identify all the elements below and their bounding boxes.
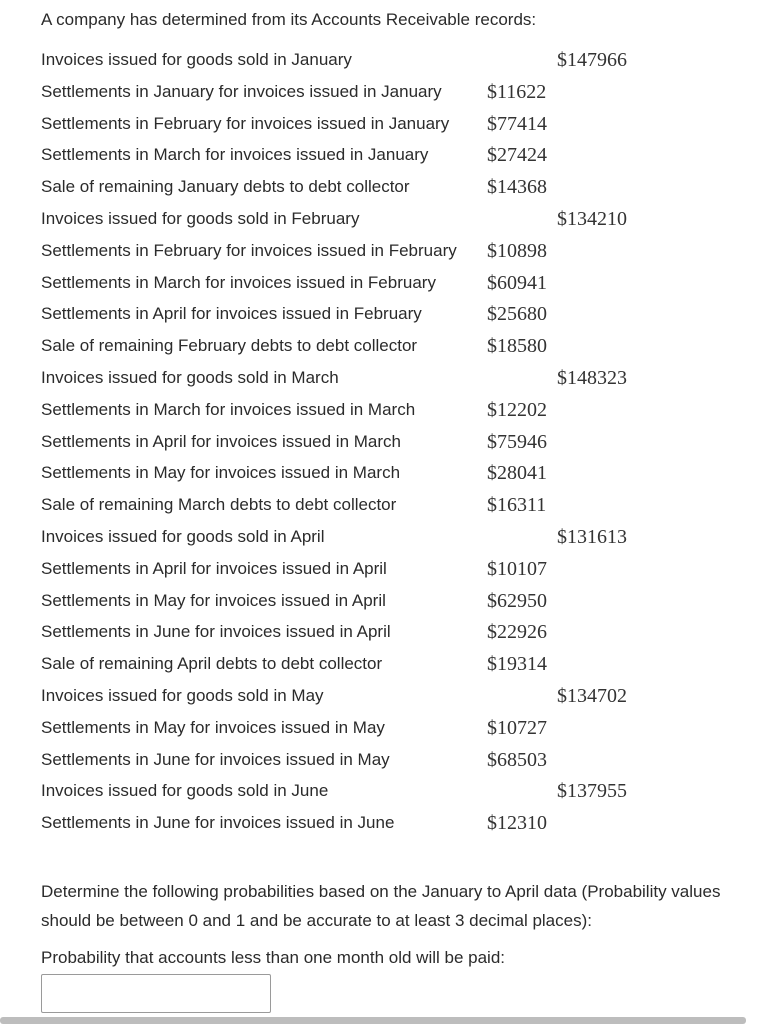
invoice-amount: $134702 (557, 684, 627, 707)
settlement-amount: $62950 (487, 589, 547, 612)
record-label: Settlements in March for invoices issued in January (41, 145, 429, 165)
record-row (41, 299, 781, 331)
record-label: Settlements in April for invoices issued in April (41, 558, 387, 578)
record-label: Settlements in June for invoices issued in April (41, 622, 391, 642)
record-row (41, 554, 781, 586)
record-label: Settlements in April for invoices issued in March (41, 431, 401, 451)
record-label: Sale of remaining January debts to debt collector (41, 177, 410, 197)
answer-prompt: Probability that accounts less than one month old will be paid: (41, 948, 505, 967)
record-row (41, 586, 781, 618)
record-label: Invoices issued for goods sold in April (41, 526, 325, 546)
record-label: Invoices issued for goods sold in May (41, 685, 324, 705)
record-row (41, 745, 781, 777)
record-label: Sale of remaining February debts to debt collector (41, 336, 418, 356)
settlement-amount: $68503 (487, 748, 547, 771)
invoice-amount: $148323 (557, 366, 627, 389)
record-row (41, 808, 781, 840)
records-list (41, 45, 781, 840)
settlement-amount: $27424 (487, 144, 547, 167)
record-label: Settlements in May for invoices issued in May (41, 717, 385, 737)
settlement-amount: $16311 (487, 494, 547, 517)
record-label: Settlements in June for invoices issued in May (41, 749, 390, 769)
record-row (41, 363, 781, 395)
record-row (41, 77, 781, 109)
record-label: Settlements in February for invoices issued in January (41, 113, 450, 133)
record-row (41, 490, 781, 522)
record-label: Settlements in March for invoices issued in March (41, 399, 416, 419)
settlement-amount: $10727 (487, 716, 547, 739)
record-row (41, 681, 781, 713)
settlement-amount: $10898 (487, 239, 547, 262)
invoice-amount: $131613 (557, 525, 627, 548)
settlement-amount: $60941 (487, 271, 547, 294)
settlement-amount: $25680 (487, 303, 547, 326)
record-label: Invoices issued for goods sold in June (41, 781, 329, 801)
record-row (41, 140, 781, 172)
settlement-amount: $14368 (487, 176, 547, 199)
record-label: Settlements in March for invoices issued in February (41, 272, 436, 292)
invoice-amount: $147966 (557, 49, 627, 71)
answer-input[interactable] (41, 974, 271, 1013)
record-row (41, 109, 781, 141)
settlement-amount: $18580 (487, 335, 547, 358)
record-row (41, 236, 781, 268)
record-row (41, 45, 781, 77)
settlement-amount: $77414 (487, 112, 547, 135)
settlement-amount: $10107 (487, 557, 547, 580)
record-row (41, 776, 781, 808)
record-row (41, 395, 781, 427)
settlement-amount: $11622 (487, 80, 547, 103)
record-row (41, 427, 781, 459)
invoice-amount: $134210 (557, 207, 627, 230)
settlement-amount: $75946 (487, 430, 547, 453)
record-label: Settlements in June for invoices issued in June (41, 813, 395, 833)
record-row (41, 522, 781, 554)
question-text: Determine the following probabilities based on the January to April data (Probability values should be between 0 and 1 and be accurate to at least 3 decimal places): (41, 882, 721, 930)
record-row (41, 458, 781, 490)
settlement-amount: $12310 (487, 812, 547, 835)
record-label: Settlements in May for invoices issued in March (41, 463, 401, 483)
record-row (41, 331, 781, 363)
record-row (41, 268, 781, 300)
settlement-amount: $22926 (487, 621, 547, 644)
record-label: Settlements in January for invoices issued in January (41, 81, 442, 101)
record-label: Invoices issued for goods sold in March (41, 367, 339, 387)
record-row (41, 649, 781, 681)
record-label: Invoices issued for goods sold in February (41, 208, 360, 228)
record-label: Invoices issued for goods sold in January (41, 50, 352, 69)
record-label: Settlements in April for invoices issued in February (41, 304, 422, 324)
record-row (41, 204, 781, 236)
record-row (41, 713, 781, 745)
settlement-amount: $28041 (487, 462, 547, 485)
invoice-amount: $137955 (557, 780, 627, 803)
settlement-amount: $12202 (487, 398, 547, 421)
record-row (41, 172, 781, 204)
record-label: Sale of remaining April debts to debt collector (41, 654, 383, 674)
record-label: Settlements in May for invoices issued in April (41, 590, 386, 610)
intro-text: A company has determined from its Accounts Receivable records: (41, 10, 537, 29)
record-label: Settlements in February for invoices issued in February (41, 240, 457, 260)
horizontal-scrollbar[interactable] (0, 1017, 746, 1024)
settlement-amount: $19314 (487, 653, 547, 676)
record-label: Sale of remaining March debts to debt collector (41, 495, 397, 515)
record-row (41, 617, 781, 649)
